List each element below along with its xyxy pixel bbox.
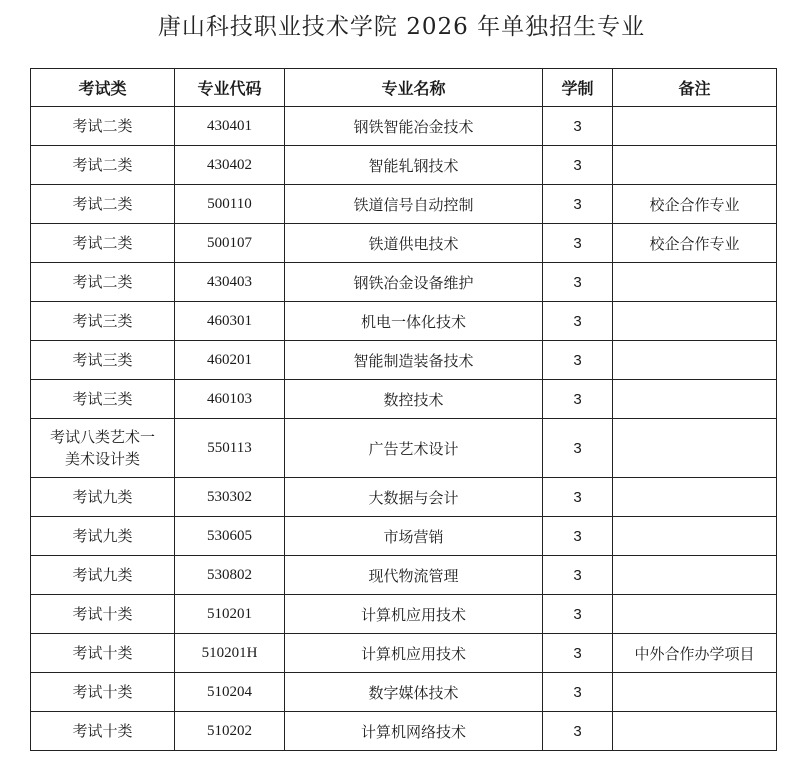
cell-code: 510201: [175, 595, 285, 634]
cell-code: 530302: [175, 478, 285, 517]
cell-notes: 校企合作专业: [613, 224, 777, 263]
table-row: [31, 302, 777, 341]
cell-years: 3: [543, 302, 613, 341]
cell-code: 530605: [175, 517, 285, 556]
cell-category-line2: 美术设计类: [64, 450, 140, 468]
cell-years: 3: [543, 673, 613, 712]
cell-name: 计算机应用技术: [285, 595, 543, 634]
table-row: [31, 517, 777, 556]
cell-code: 550113: [175, 419, 285, 478]
header-category: 考试类: [31, 69, 175, 107]
cell-code: 510202: [175, 712, 285, 751]
cell-years: 3: [543, 478, 613, 517]
cell-category: 考试九类: [31, 556, 175, 595]
cell-category: 考试十类: [31, 712, 175, 751]
cell-name: 现代物流管理: [285, 556, 543, 595]
cell-code: 460301: [175, 302, 285, 341]
table-row: [31, 263, 777, 302]
cell-name: 钢铁智能冶金技术: [285, 107, 543, 146]
cell-code: 430402: [175, 146, 285, 185]
cell-category: 考试三类: [31, 341, 175, 380]
cell-notes: [613, 302, 777, 341]
header-notes: 备注: [613, 69, 777, 107]
table-row: [31, 341, 777, 380]
cell-notes: [613, 419, 777, 478]
cell-code: 460201: [175, 341, 285, 380]
cell-notes: 中外合作办学项目: [613, 634, 777, 673]
cell-notes: [613, 146, 777, 185]
cell-code: 460103: [175, 380, 285, 419]
cell-notes: [613, 712, 777, 751]
cell-name: 铁道供电技术: [285, 224, 543, 263]
cell-category: 考试九类: [31, 517, 175, 556]
cell-years: 3: [543, 146, 613, 185]
cell-category: 考试二类: [31, 224, 175, 263]
cell-code: 500110: [175, 185, 285, 224]
table-row: [31, 478, 777, 517]
cell-name: 计算机网络技术: [285, 712, 543, 751]
cell-years: 3: [543, 107, 613, 146]
table-row: [31, 185, 777, 224]
cell-code: 430401: [175, 107, 285, 146]
cell-category-line1: 考试八类艺术一: [49, 428, 155, 446]
table-row: [31, 595, 777, 634]
cell-notes: [613, 107, 777, 146]
cell-years: 3: [543, 712, 613, 751]
table-row: [31, 673, 777, 712]
table-row: [31, 712, 777, 751]
cell-years: 3: [543, 380, 613, 419]
header-years: 学制: [543, 69, 613, 107]
cell-name: 计算机应用技术: [285, 634, 543, 673]
cell-name: 机电一体化技术: [285, 302, 543, 341]
cell-notes: [613, 341, 777, 380]
cell-years: 3: [543, 556, 613, 595]
cell-name: 市场营销: [285, 517, 543, 556]
cell-notes: [613, 478, 777, 517]
cell-notes: [613, 595, 777, 634]
cell-code: 430403: [175, 263, 285, 302]
cell-code: 510204: [175, 673, 285, 712]
cell-years: 3: [543, 419, 613, 478]
cell-notes: [613, 556, 777, 595]
page-title: 唐山科技职业技术学院 2026 年单独招生专业: [157, 14, 646, 40]
cell-years: 3: [543, 595, 613, 634]
cell-years: 3: [543, 185, 613, 224]
table-row: [31, 380, 777, 419]
cell-notes: [613, 263, 777, 302]
cell-name: 广告艺术设计: [285, 419, 543, 478]
cell-years: 3: [543, 224, 613, 263]
cell-notes: 校企合作专业: [613, 185, 777, 224]
cell-name: 大数据与会计: [285, 478, 543, 517]
cell-notes: [613, 517, 777, 556]
cell-notes: [613, 673, 777, 712]
table-row: [31, 634, 777, 673]
cell-name: 数字媒体技术: [285, 673, 543, 712]
cell-category: 考试九类: [31, 478, 175, 517]
cell-category: 考试二类: [31, 263, 175, 302]
table-row: [31, 146, 777, 185]
table-row: [31, 556, 777, 595]
cell-name: 智能制造装备技术: [285, 341, 543, 380]
cell-category: [31, 419, 175, 478]
cell-category: 考试二类: [31, 107, 175, 146]
table-row: [31, 419, 777, 478]
cell-category: 考试十类: [31, 673, 175, 712]
cell-years: 3: [543, 263, 613, 302]
header-code: 专业代码: [175, 69, 285, 107]
cell-category: 考试二类: [31, 146, 175, 185]
cell-category: 考试十类: [31, 634, 175, 673]
cell-code: 530802: [175, 556, 285, 595]
cell-code: 500107: [175, 224, 285, 263]
cell-years: 3: [543, 341, 613, 380]
cell-notes: [613, 380, 777, 419]
cell-name: 数控技术: [285, 380, 543, 419]
table-header-row: [31, 69, 777, 107]
cell-name: 智能轧钢技术: [285, 146, 543, 185]
cell-code: 510201H: [175, 634, 285, 673]
cell-name: 钢铁冶金设备维护: [285, 263, 543, 302]
table-row: [31, 107, 777, 146]
cell-category: 考试三类: [31, 380, 175, 419]
cell-years: 3: [543, 634, 613, 673]
header-name: 专业名称: [285, 69, 543, 107]
table-row: [31, 224, 777, 263]
majors-table: [30, 68, 777, 751]
cell-category: 考试十类: [31, 595, 175, 634]
cell-category: 考试三类: [31, 302, 175, 341]
cell-name: 铁道信号自动控制: [285, 185, 543, 224]
cell-years: 3: [543, 517, 613, 556]
cell-category: 考试二类: [31, 185, 175, 224]
